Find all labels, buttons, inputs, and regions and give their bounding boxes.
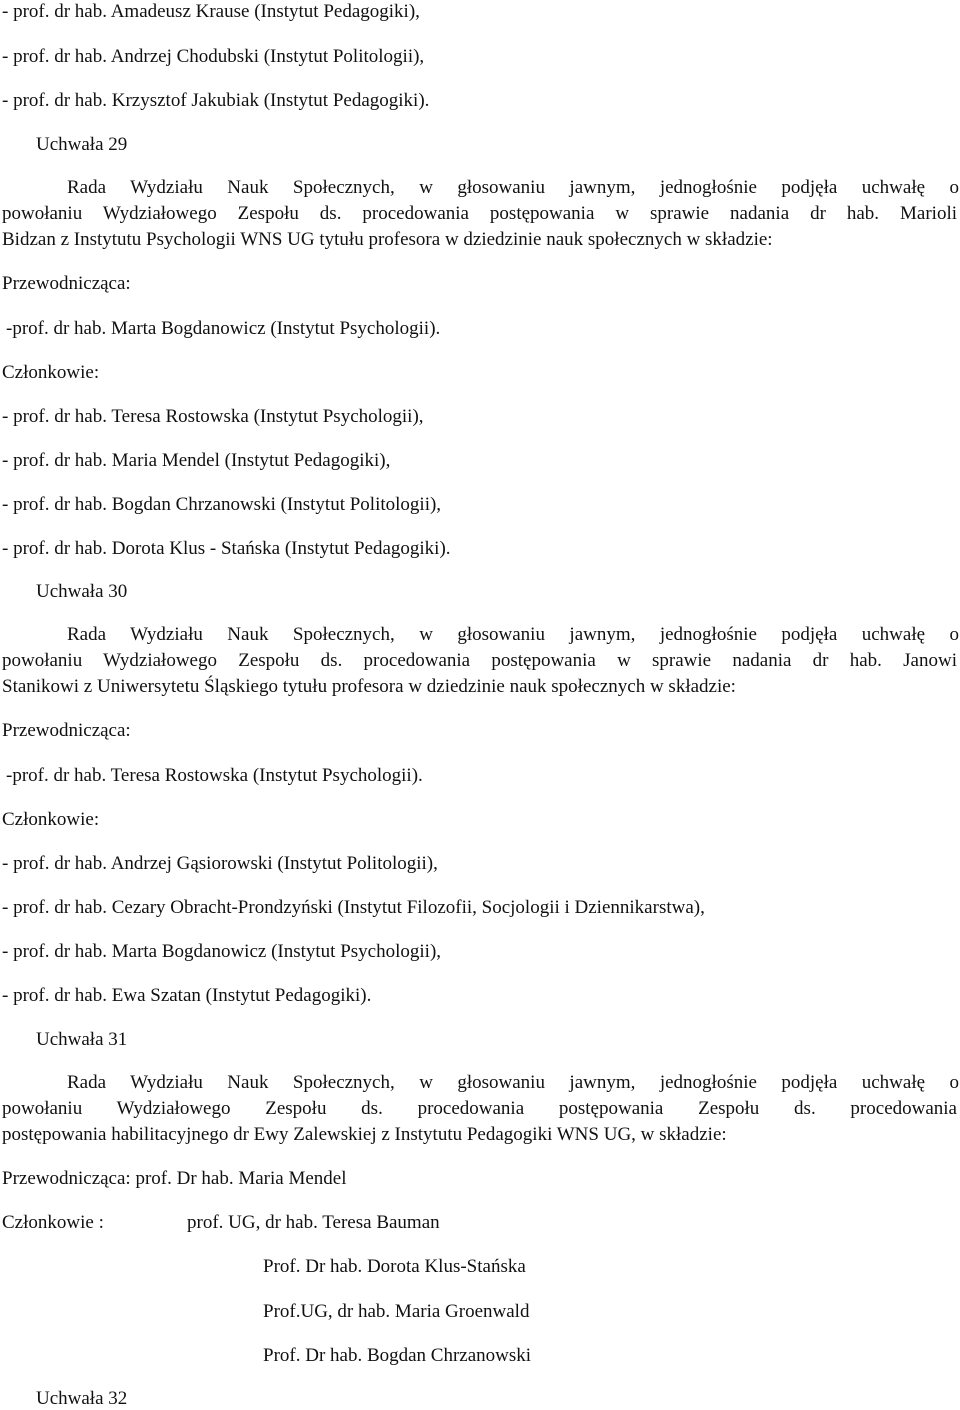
paragraph-line: Bidzan z Instytutu Psychologii WNS UG tytułu profesora w dziedzinie nauk społecznych w składzie: xyxy=(2,229,773,250)
paragraph-line: powołaniu Wydziałowego Zespołu ds. procedowania postępowania w sprawie nadania dr hab. Marioli xyxy=(2,203,957,224)
member-line: Prof. Dr hab. Bogdan Chrzanowski xyxy=(263,1345,532,1366)
member-line: - prof. dr hab. Dorota Klus - Stańska (Instytut Pedagogiki). xyxy=(2,538,451,559)
member-line: - prof. dr hab. Ewa Szatan (Instytut Pedagogiki). xyxy=(2,985,372,1006)
member-line: - prof. dr hab. Andrzej Chodubski (Instytut Politologii), xyxy=(2,46,425,67)
member-line: - prof. dr hab. Cezary Obracht-Prondzyński (Instytut Filozofii, Socjologii i Dziennikarstwa), xyxy=(2,897,705,918)
chair-line: Przewodnicząca: prof. Dr hab. Maria Mendel xyxy=(2,1168,347,1189)
paragraph-line: powołaniu Wydziałowego Zespołu ds. procedowania postępowania Zespołu ds. procedowania xyxy=(2,1098,957,1119)
chair-label: Przewodnicząca: xyxy=(2,720,131,741)
paragraph-line: postępowania habilitacyjnego dr Ewy Zalewskiej z Instytutu Pedagogiki WNS UG, w składzie: xyxy=(2,1124,727,1145)
paragraph-line: Stanikowi z Uniwersytetu Śląskiego tytułu profesora w dziedzinie nauk społecznych w składzie: xyxy=(2,676,736,697)
paragraph-line: Rada Wydziału Nauk Społecznych, w głosowaniu jawnym, jednogłośnie podjęła uchwałę o xyxy=(67,624,959,645)
member-line: prof. UG, dr hab. Teresa Bauman xyxy=(187,1212,440,1233)
chair-label: Przewodnicząca: xyxy=(2,273,131,294)
members-label: Członkowie: xyxy=(2,809,100,830)
paragraph-line: Rada Wydziału Nauk Społecznych, w głosowaniu jawnym, jednogłośnie podjęła uchwałę o xyxy=(67,177,959,198)
member-line: - prof. dr hab. Teresa Rostowska (Instytut Psychologii), xyxy=(2,406,424,427)
resolution-heading: Uchwała 32 xyxy=(36,1388,128,1409)
resolution-heading: Uchwała 31 xyxy=(36,1029,128,1050)
member-line: - prof. dr hab. Bogdan Chrzanowski (Instytut Politologii), xyxy=(2,494,442,515)
member-line: Prof. Dr hab. Dorota Klus-Stańska xyxy=(263,1256,526,1277)
resolution-heading: Uchwała 30 xyxy=(36,581,128,602)
member-line: - prof. dr hab. Marta Bogdanowicz (Instytut Psychologii), xyxy=(2,941,442,962)
chair-line: -prof. dr hab. Marta Bogdanowicz (Instytut Psychologii). xyxy=(6,318,441,339)
member-line: - prof. dr hab. Krzysztof Jakubiak (Instytut Pedagogiki). xyxy=(2,90,430,111)
members-label: Członkowie: xyxy=(2,362,100,383)
member-line: - prof. dr hab. Amadeusz Krause (Instytut Pedagogiki), xyxy=(2,1,420,22)
member-line: Prof.UG, dr hab. Maria Groenwald xyxy=(263,1301,530,1322)
paragraph-line: powołaniu Wydziałowego Zespołu ds. procedowania postępowania w sprawie nadania dr hab. Janowi xyxy=(2,650,957,671)
paragraph-line: Rada Wydziału Nauk Społecznych, w głosowaniu jawnym, jednogłośnie podjęła uchwałę o xyxy=(67,1072,959,1093)
resolution-heading: Uchwała 29 xyxy=(36,134,128,155)
member-line: - prof. dr hab. Maria Mendel (Instytut Pedagogiki), xyxy=(2,450,391,471)
chair-line: -prof. dr hab. Teresa Rostowska (Instytut Psychologii). xyxy=(6,765,423,786)
member-line: - prof. dr hab. Andrzej Gąsiorowski (Instytut Politologii), xyxy=(2,853,438,874)
members-label: Członkowie : xyxy=(2,1212,104,1233)
